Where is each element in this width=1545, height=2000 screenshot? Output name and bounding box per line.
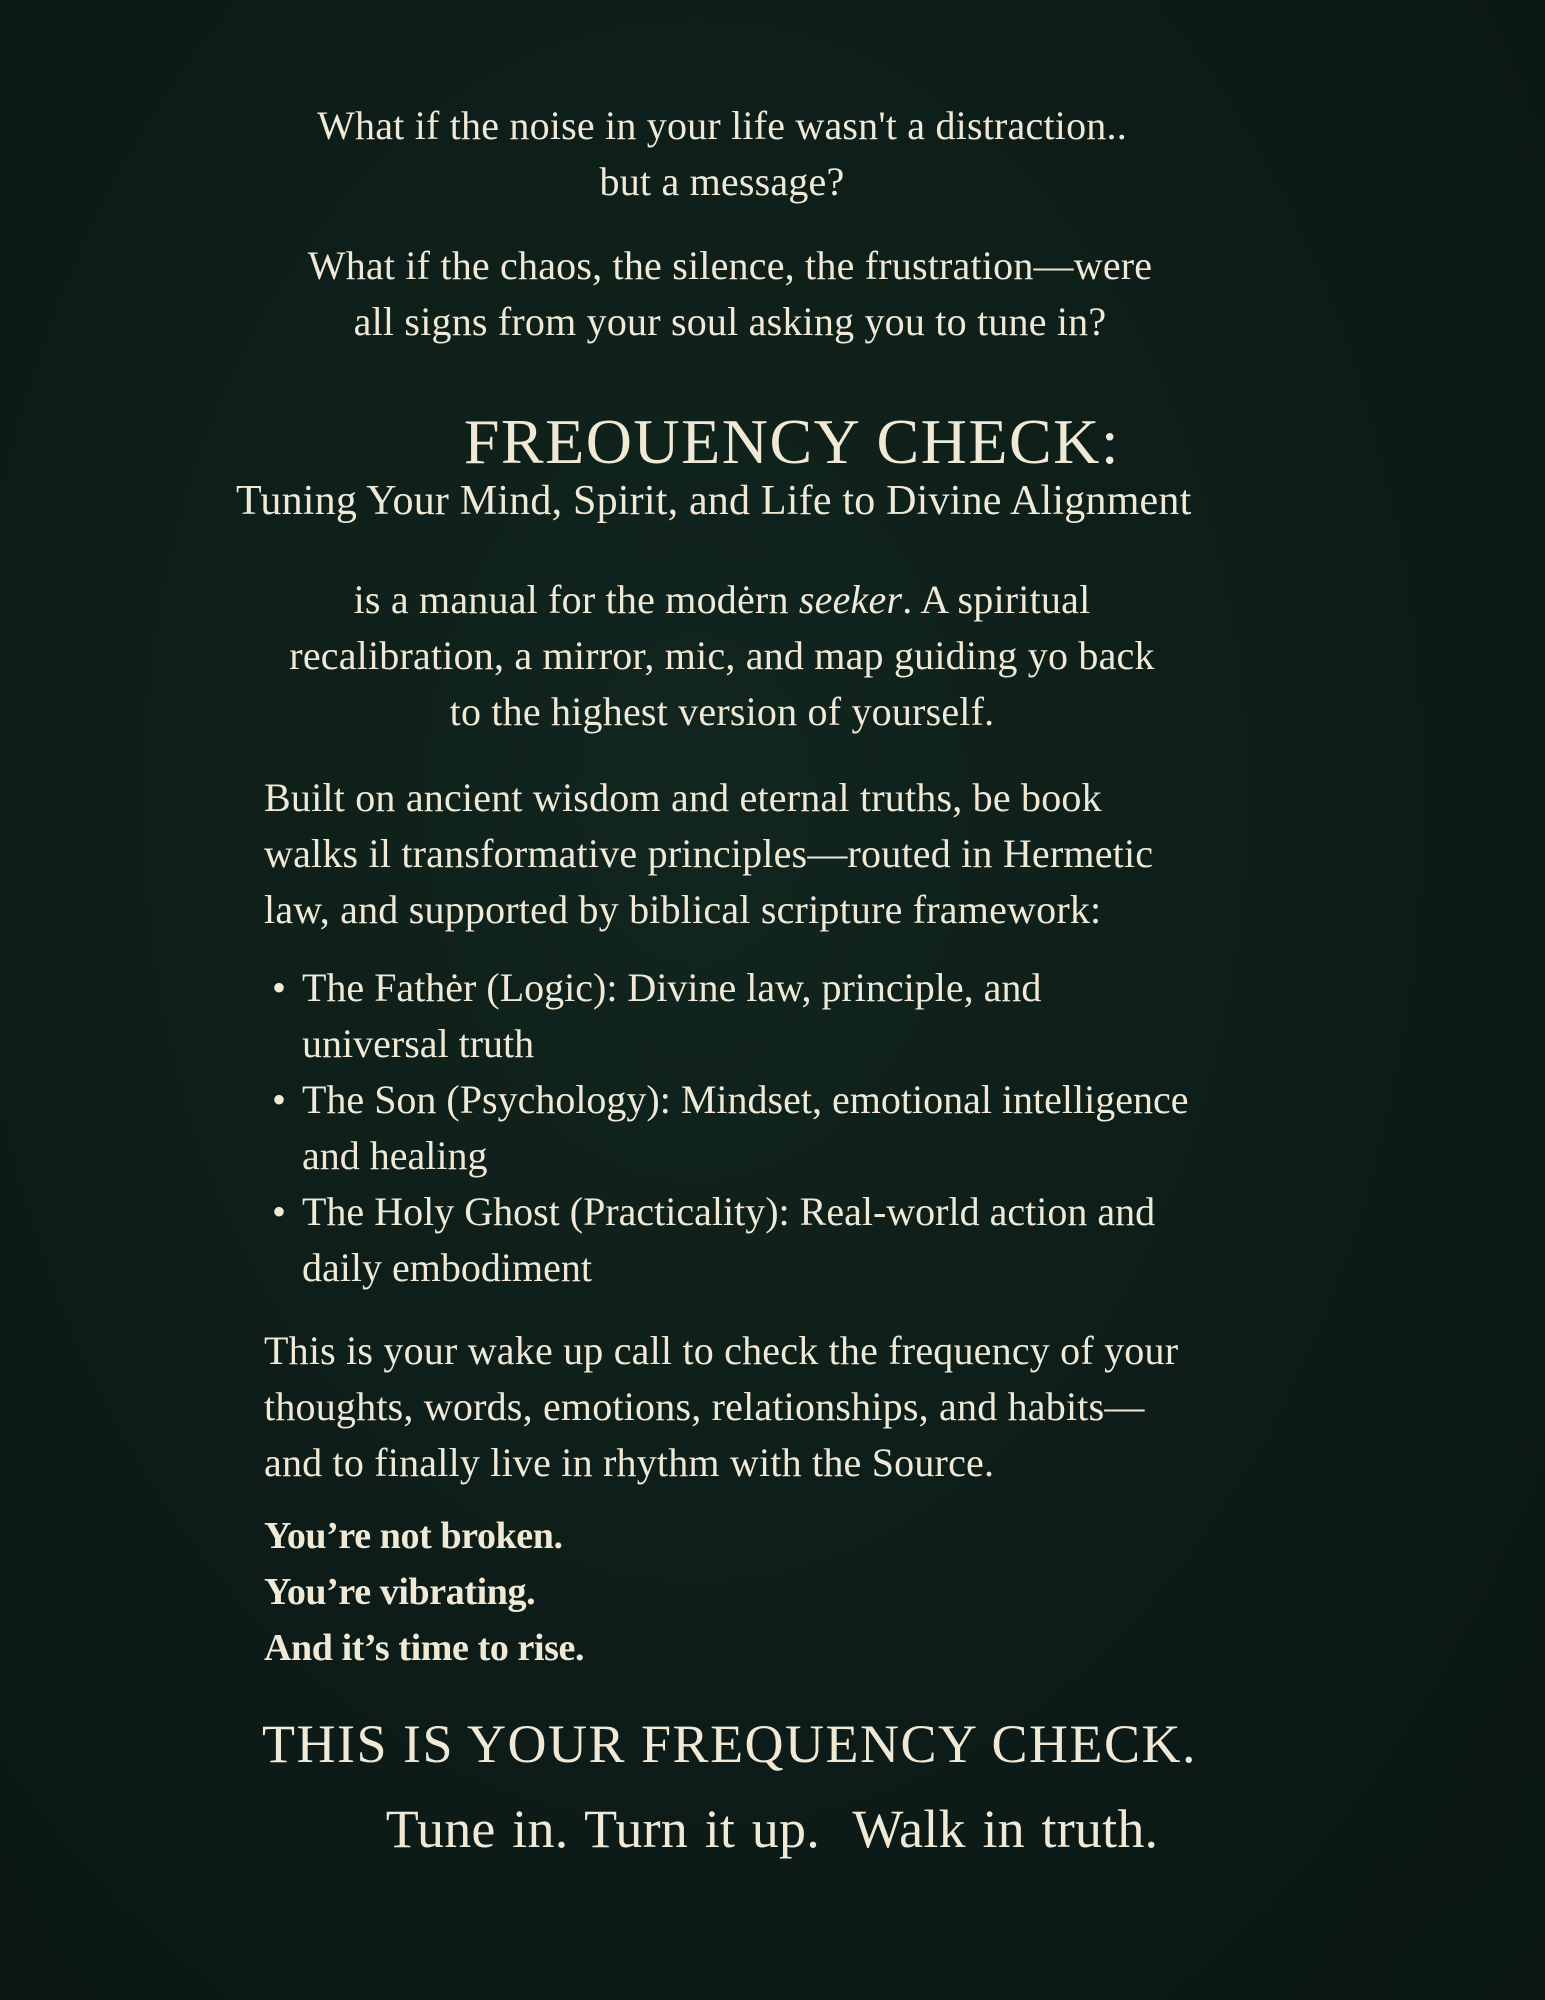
description-manual xyxy=(222,572,1222,740)
description-manual-emphasis: seeker xyxy=(798,577,903,622)
description-wake-up-call-line-3: and to finally live in rhythm with the Source. xyxy=(264,1440,995,1485)
description-manual-line-1 xyxy=(222,572,1222,628)
principle-son-line-1: The Son (Psychology): Mindset, emotional intelligence xyxy=(302,1077,1189,1122)
description-manual-line-1-start: is a manual for the modėrn xyxy=(353,577,799,622)
principle-father-line-2: universal truth xyxy=(302,1021,535,1066)
principles-list xyxy=(272,960,1372,1296)
principle-son-line-2: and healing xyxy=(302,1133,488,1178)
affirmation-line-2: You’re vibrating. xyxy=(264,1571,536,1613)
description-wake-up-call-line-1: This is your wake up call to check the frequency of your xyxy=(264,1328,1179,1373)
list-item xyxy=(272,1184,1372,1296)
description-principles-intro-line-3: law, and supported by biblical scripture framework: xyxy=(264,887,1102,932)
principle-holy-ghost-line-2: daily embodiment xyxy=(302,1245,592,1290)
intro-question-2 xyxy=(230,238,1230,350)
intro-question-1-line-1: What if the noise in your life wasn't a distraction.. xyxy=(317,103,1127,148)
principle-holy-ghost-line-1: The Holy Ghost (Practicality): Real-world action and xyxy=(302,1189,1156,1234)
affirmation-line-1: You’re not broken. xyxy=(264,1515,563,1557)
tagline xyxy=(222,1797,1322,1861)
intro-question-2-line-2: all signs from your soul asking you to tune in? xyxy=(353,299,1107,344)
book-subtitle xyxy=(236,473,1466,529)
description-manual-line-1-end: . A spiritual xyxy=(902,577,1091,622)
description-principles-intro-line-1: Built on ancient wisdom and eternal truths, be book xyxy=(264,775,1102,820)
description-principles-intro xyxy=(264,770,1364,938)
intro-question-2-line-1: What if the chaos, the silence, the frustration—were xyxy=(307,243,1153,288)
principle-father-line-1: The Fathėr (Logic): Divine law, principle, and xyxy=(302,965,1042,1010)
affirmation-line-3: And it’s time to rise. xyxy=(264,1627,585,1669)
description-principles-intro-line-2: walks il transformative principles—routed in Hermetic xyxy=(264,831,1154,876)
bullet-icon: • xyxy=(272,1077,287,1122)
description-wake-up-call-line-2: thoughts, words, emotions, relationships, and habits— xyxy=(264,1384,1145,1429)
description-manual-line-2: recalibration, a mirror, mic, and map guiding yo back xyxy=(289,633,1155,678)
tagline-text: Tune in. Turn it up. Walk in truth. xyxy=(385,1799,1159,1859)
book-subtitle-text: Tuning Your Mind, Spirit, and Life to Divine Alignment xyxy=(236,478,1192,524)
book-title: FREOUENCY CHECK: xyxy=(463,406,1121,477)
bullet-icon: • xyxy=(272,965,287,1010)
description-wake-up-call xyxy=(264,1323,1414,1491)
description-manual-line-3: to the highest version of yourself. xyxy=(449,689,995,734)
list-item xyxy=(272,960,1372,1072)
intro-question-1-line-2: but a message? xyxy=(599,159,845,204)
bullet-icon: • xyxy=(272,1189,287,1234)
closing-heading: THIS IS YOUR FREQUENCY CHECK. xyxy=(262,1714,1198,1774)
affirmations xyxy=(264,1508,1064,1676)
list-item xyxy=(272,1072,1372,1184)
intro-question-1 xyxy=(222,98,1222,210)
